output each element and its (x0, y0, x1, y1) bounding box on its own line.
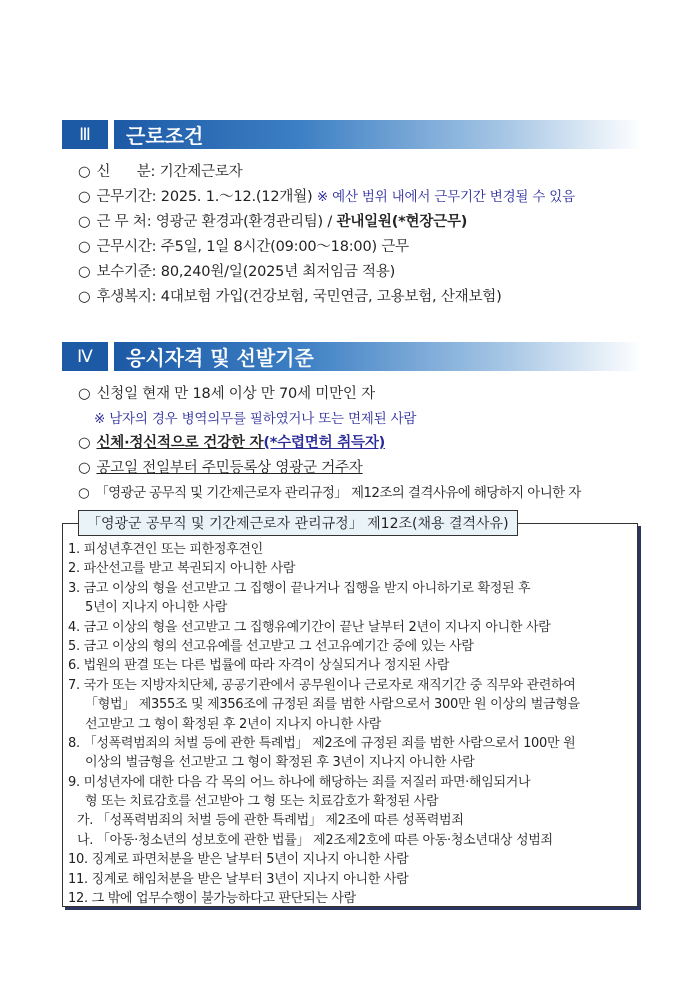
section-number: Ⅳ (62, 342, 108, 371)
value: 2025. 1.～12.(12개월) (160, 189, 313, 205)
bullet: ○ (78, 189, 91, 205)
list-item: 이상의 벌금형을 선고받고 그 형이 확정된 후 3년이 지나지 아니한 사람 (85, 755, 475, 771)
condition-item (78, 260, 395, 281)
qualification-item (78, 431, 385, 452)
bullet: ○ (78, 460, 91, 476)
note: ※ 예산 범위 내에서 근무기간 변경될 수 있음 (316, 189, 575, 205)
list-item: 1. 피성년후견인 또는 피한정후견인 (68, 542, 263, 557)
value: 80,240원/일(2025년 최저임금 적용) (160, 264, 396, 280)
label: 신 분: (96, 164, 156, 180)
text: 신청일 현재 만 18세 이상 만 70세 미만인 자 (96, 386, 375, 402)
label: 근무시간: (96, 239, 157, 255)
condition-item (78, 285, 502, 306)
qualification-note: ※ 남자의 경우 병역의무를 필하였거나 또는 면제된 사람 (94, 411, 417, 427)
list-item: 6. 법원의 판결 또는 다른 법률에 따라 자격이 상실되거나 정지된 사람 (68, 658, 450, 674)
list-item: 2. 파산선고를 받고 복권되지 아니한 사람 (68, 561, 296, 577)
list-item: 3. 금고 이상의 형을 선고받고 그 집행이 끝나거나 집행을 받지 아니하기로 확정된 후 (68, 580, 531, 596)
list-item: 7. 국가 또는 지방자치단체, 공공기관에서 공무원이나 근로자로 재직기간 중 직무와 관련하여 (68, 677, 576, 693)
qualification-item (78, 481, 581, 501)
value: 영광군 환경과(환경관리팀) / (155, 214, 337, 230)
condition-item (78, 185, 575, 206)
section-number: Ⅲ (62, 120, 108, 149)
list-item: 4. 금고 이상의 형을 선고받고 그 집행유예기간이 끝난 날부터 2년이 지나지 아니한 사람 (68, 619, 551, 635)
list-item: 5. 금고 이상의 형의 선고유예를 선고받고 그 선고유예기간 중에 있는 사람 (68, 638, 474, 654)
bullet: ○ (78, 485, 90, 501)
label: 보수기준: (96, 264, 157, 280)
qualification-item (78, 382, 375, 403)
condition-item (78, 235, 409, 256)
text: 공고일 전일부터 주민등록상 영광군 거주자 (96, 460, 363, 476)
bullet: ○ (78, 435, 91, 451)
label: 근 무 처: (96, 214, 152, 230)
condition-item (78, 160, 242, 181)
list-item: 11. 징계로 해임처분을 받은 날부터 3년이 지나지 아니한 사람 (68, 871, 409, 887)
list-item: 가. 「성폭력범죄의 처벌 등에 관한 특례법」 제2조에 따른 성폭력범죄 (77, 813, 464, 829)
section-title: 근로조건 (114, 120, 642, 149)
value: 기간제근로자 (159, 164, 243, 180)
text-note: (*수렵면허 취득자) (263, 435, 386, 451)
list-item: 형 또는 치료감호를 선고받아 그 형 또는 치료감호가 확정된 사람 (85, 794, 439, 810)
condition-item (78, 210, 467, 231)
disqualification-box-title: 「영광군 공무직 및 기간제근로자 관리규정」 제12조(채용 결격사유) (78, 510, 518, 536)
list-item: 「형법」 제355조 및 제356조에 규정된 죄를 범한 사람으로서 300만 원 이상의 벌금형을 (85, 697, 580, 713)
label: 근무기간: (96, 189, 157, 205)
section-3-header (62, 120, 642, 149)
qualification-item (78, 456, 363, 477)
list-item: 9. 미성년자에 대한 다음 각 목의 어느 하나에 해당하는 죄를 저질러 파면·해임되거나 (68, 774, 531, 790)
bullet: ○ (78, 214, 91, 230)
list-item: 12. 그 밖에 업무수행이 불가능하다고 판단되는 사람 (68, 891, 356, 907)
value: 주5일, 1일 8시간(09:00～18:00) 근무 (160, 239, 409, 255)
section-title: 응시자격 및 선발기준 (114, 342, 642, 371)
list-item: 10. 징계로 파면처분을 받은 날부터 5년이 지나지 아니한 사람 (68, 852, 409, 868)
bullet: ○ (78, 264, 91, 280)
list-item: 8. 「성폭력범죄의 처벌 등에 관한 특례법」 제2조에 규정된 죄를 범한 사람으로서 100만 원 (68, 735, 576, 751)
bullet: ○ (78, 289, 91, 305)
list-item: 5년이 지나지 아니한 사람 (85, 600, 228, 616)
disqualification-list (68, 540, 638, 908)
value-bold: 관내일원(*현장근무) (336, 214, 468, 230)
list-item: 나. 「아동·청소년의 성보호에 관한 법률」 제2조제2호에 따른 아동·청소년대상 성범죄 (77, 832, 553, 848)
section-4-header (62, 342, 642, 371)
bullet: ○ (78, 239, 91, 255)
list-item: 선고받고 그 형이 확정된 후 2년이 지나지 아니한 사람 (85, 716, 382, 732)
label: 후생복지: (96, 289, 157, 305)
value: 4대보험 가입(건강보험, 국민연금, 고용보험, 산재보험) (160, 289, 502, 305)
bullet: ○ (78, 164, 91, 180)
text: 「영광군 공무직 및 기간제근로자 관리규정」 제12조의 결격사유에 해당하지 아니한 자 (95, 485, 581, 501)
text: 신체·정신적으로 건강한 자 (96, 435, 264, 451)
bullet: ○ (78, 386, 91, 402)
